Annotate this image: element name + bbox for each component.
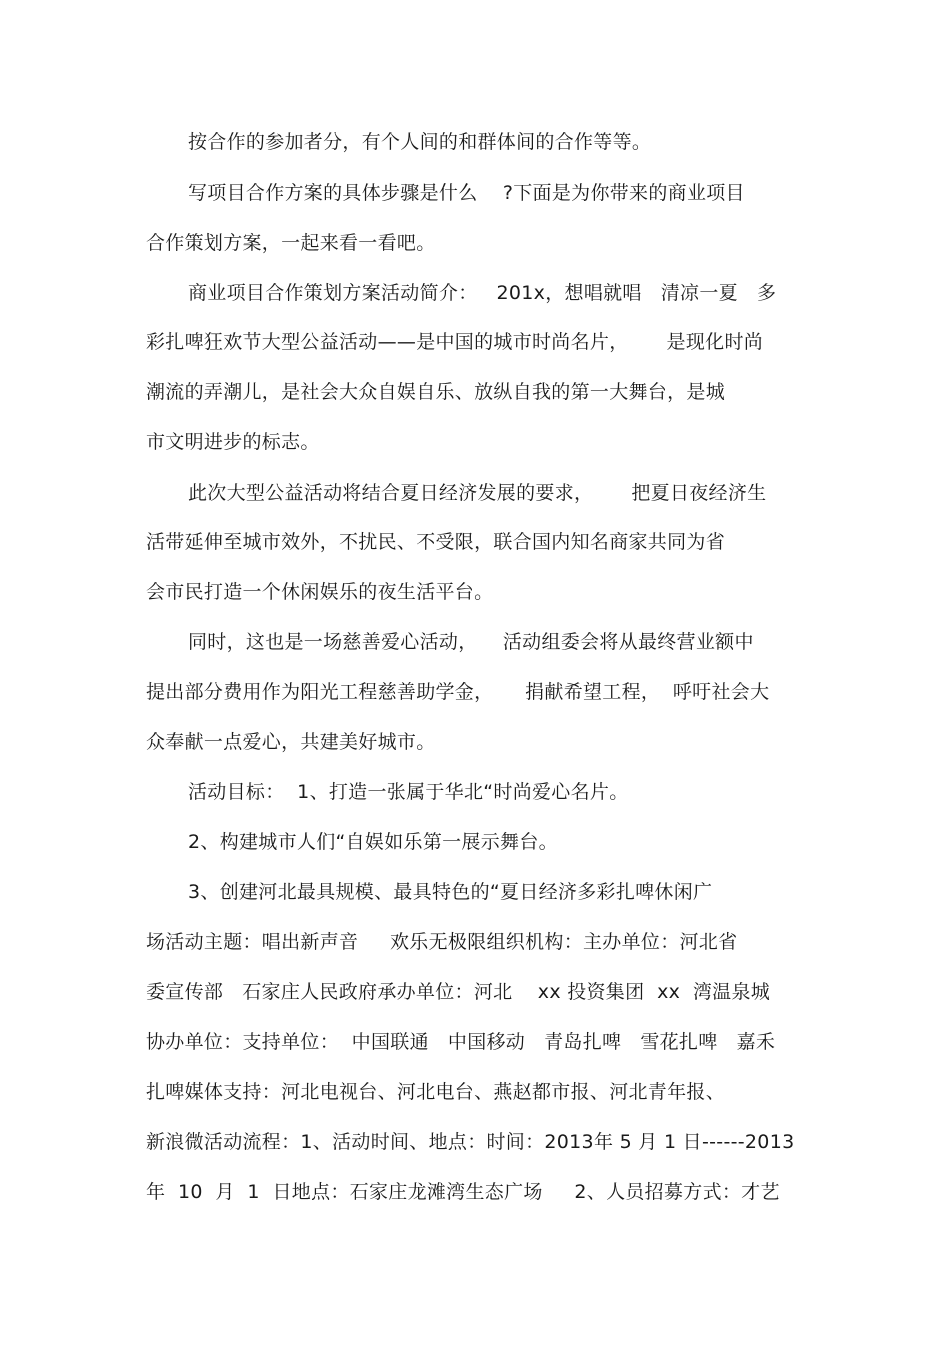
text-line: 市文明进步的标志。 — [146, 431, 320, 453]
text-line: 商业项目合作策划方案活动简介： 201x，想唱就唱 清凉一夏 多 — [188, 282, 777, 304]
text-line: 会市民打造一个休闲娱乐的夜生活平台。 — [146, 581, 494, 603]
text-line: 合作策划方案，一起来看一看吧。 — [146, 232, 436, 254]
text-line: 众奉献一点爱心，共建美好城市。 — [146, 731, 436, 753]
text-line: 扎啤媒体支持：河北电视台、河北电台、燕赵都市报、河北青年报、 — [146, 1081, 726, 1103]
text-line: 按合作的参加者分，有个人间的和群体间的合作等等。 — [188, 131, 652, 153]
text-line: 此次大型公益活动将结合夏日经济发展的要求， 把夏日夜经济生 — [188, 482, 767, 504]
text-line: 潮流的弄潮儿，是社会大众自娱自乐、放纵自我的第一大舞台，是城 — [146, 381, 726, 403]
text-line: 同时，这也是一场慈善爱心活动， 活动组委会将从最终营业额中 — [188, 631, 754, 653]
text-line: 彩扎啤狂欢节大型公益活动——是中国的城市时尚名片， 是现化时尚 — [146, 331, 764, 353]
text-line: 新浪微活动流程：1、活动时间、地点：时间：2013年 5 月 1 日------2013 — [146, 1131, 795, 1153]
text-line: 3、创建河北最具规模、最具特色的“夏日经济多彩扎啤休闲广 — [188, 881, 713, 903]
text-line: 提出部分费用作为阳光工程慈善助学金， 捐献希望工程， 呼吁社会大 — [146, 681, 770, 703]
text-line: 活动目标： 1、打造一张属于华北“时尚爱心名片。 — [188, 781, 629, 803]
text-line: 委宣传部 石家庄人民政府承办单位：河北 xx 投资集团 xx 湾温泉城 — [146, 981, 771, 1003]
text-line: 场活动主题：唱出新声音 欢乐无极限组织机构：主办单位：河北省 — [146, 931, 738, 953]
text-line: 活带延伸至城市效外，不扰民、不受限，联合国内知名商家共同为省 — [146, 531, 726, 553]
text-line: 年 10 月 1 日地点：石家庄龙滩湾生态广场 2、人员招募方式：才艺 — [146, 1181, 780, 1203]
text-line: 2、构建城市人们“自娱如乐第一展示舞台。 — [188, 831, 558, 853]
text-line: 写项目合作方案的具体步骤是什么 ?下面是为你带来的商业项目 — [188, 182, 745, 204]
text-line: 协办单位：支持单位： 中国联通 中国移动 青岛扎啤 雪花扎啤 嘉禾 — [146, 1031, 776, 1053]
